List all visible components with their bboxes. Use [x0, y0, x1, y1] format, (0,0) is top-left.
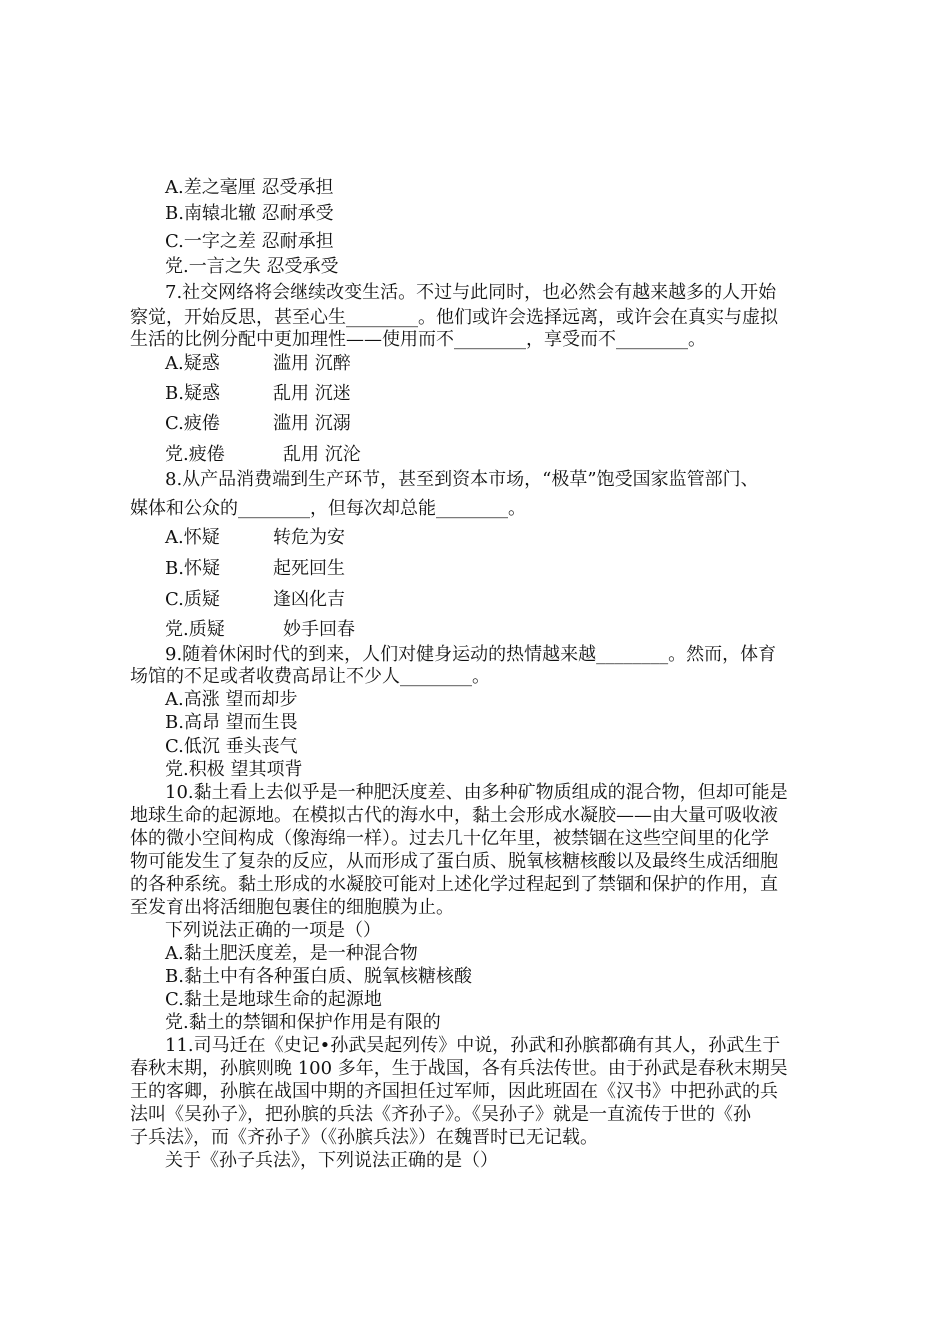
q10-option-b: B.黏土中有各种蛋白质、脱氧核糖核酸	[165, 966, 472, 987]
q11-question: 关于《孙子兵法》，下列说法正确的是（）	[165, 1150, 498, 1171]
q10-passage-line-6: 至发育出将活细胞包裹住的细胞膜为止。	[130, 897, 454, 918]
q11-passage-line-4: 法叫《吴孙子》，把孙膑的兵法《齐孙子》。《吴孙子》就是一直流传于世的《孙	[130, 1104, 751, 1125]
q8-stem-line-2: 媒体和公众的________，但每次却总能________。	[130, 498, 526, 519]
q10-passage-line-3: 体的微小空间构成（像海绵一样）。过去几十亿年里，被禁锢在这些空间里的化学	[130, 828, 769, 849]
q7-stem-line-3: 生活的比例分配中更加理性——使用而不________，享受而不________。	[130, 329, 706, 350]
q10-passage-line-5: 的各种系统。黏土形成的水凝胶可能对上述化学过程起到了禁锢和保护的作用，直	[130, 874, 778, 895]
q9-option-b: B.高昂 望而生畏	[165, 712, 298, 733]
q9-option-a: A.高涨 望而却步	[165, 689, 298, 710]
q9-stem-line-2: 场馆的不足或者收费高昂让不少人________。	[130, 666, 490, 687]
q8-option-d-words: 妙手回春	[283, 619, 355, 640]
q10-passage-line-2: 地球生命的起源地。在模拟古代的海水中，黏土会形成水凝胶——由大量可吸收液	[130, 805, 778, 826]
q7-option-a	[165, 352, 351, 376]
q9-stem-line-1: 9.随着休闲时代的到来，人们对健身运动的热情越来越________。然而，体育	[165, 644, 777, 665]
q7-option-a-words: 滥用 沉醉	[273, 353, 351, 374]
q8-option-b-label: B.怀疑	[165, 558, 220, 579]
q8-option-a-label: A.怀疑	[165, 527, 220, 548]
q6-option-a: A.差之毫厘 忍受承担	[165, 177, 334, 198]
q7-option-d	[165, 443, 361, 467]
q10-option-a: A.黏土肥沃度差，是一种混合物	[165, 943, 418, 964]
q6-option-b: B.南辕北辙 忍耐承受	[165, 203, 334, 224]
q8-option-d-label: 党.质疑	[165, 619, 225, 640]
q7-option-c-label: C.疲倦	[165, 413, 220, 434]
q11-passage-line-5: 子兵法》，而《齐孙子》（《孙膑兵法》）在魏晋时已无记载。	[130, 1127, 598, 1148]
q7-option-d-words: 乱用 沉沦	[283, 444, 361, 465]
q8-option-a	[165, 526, 345, 550]
q7-stem-line-1: 7.社交网络将会继续改变生活。不过与此同时，也必然会有越来越多的人开始	[165, 282, 777, 303]
q6-option-d: 党.一言之失 忍受承受	[165, 256, 339, 277]
q7-option-b	[165, 382, 351, 406]
q7-option-a-label: A.疑惑	[165, 353, 220, 374]
q8-option-c	[165, 588, 345, 612]
q10-passage-line-1: 10.黏土看上去似乎是一种肥沃度差、由多种矿物质组成的混合物，但却可能是	[165, 782, 788, 803]
q6-option-c: C.一字之差 忍耐承担	[165, 231, 334, 252]
q7-option-c	[165, 412, 351, 436]
q11-passage-line-1: 11.司马迁在《史记•孙武吴起列传》中说，孙武和孙膑都确有其人，孙武生于	[165, 1035, 781, 1056]
q8-option-b	[165, 557, 345, 581]
q10-question: 下列说法正确的一项是（）	[165, 920, 381, 941]
q10-option-c: C.黏土是地球生命的起源地	[165, 989, 382, 1010]
q7-option-b-words: 乱用 沉迷	[273, 383, 351, 404]
q8-option-c-label: C.质疑	[165, 589, 220, 610]
q7-option-c-words: 滥用 沉溺	[273, 413, 351, 434]
q9-option-d: 党.积极 望其项背	[165, 759, 303, 780]
q10-passage-line-4: 物可能发生了复杂的反应，从而形成了蛋白质、脱氧核糖核酸以及最终生成活细胞	[130, 851, 778, 872]
q8-option-c-words: 逢凶化吉	[273, 589, 345, 610]
q8-option-d	[165, 618, 355, 642]
q8-stem-line-1: 8.从产品消费端到生产环节，甚至到资本市场，“极草”饱受国家监管部门、	[165, 469, 759, 490]
q7-option-d-label: 党.疲倦	[165, 444, 225, 465]
q7-option-b-label: B.疑惑	[165, 383, 220, 404]
q8-option-b-words: 起死回生	[273, 558, 345, 579]
q11-passage-line-2: 春秋末期，孙膑则晚 100 多年，生于战国，各有兵法传世。由于孙武是春秋末期吴	[130, 1058, 788, 1079]
q8-option-a-words: 转危为安	[273, 527, 345, 548]
q7-stem-line-2: 察觉，开始反思，甚至心生________。他们或许会选择远离，或许会在真实与虚拟	[130, 307, 778, 328]
q10-option-d: 党.黏土的禁锢和保护作用是有限的	[165, 1012, 441, 1033]
q9-option-c: C.低沉 垂头丧气	[165, 736, 298, 757]
q11-passage-line-3: 王的客卿，孙膑在战国中期的齐国担任过军师，因此班固在《汉书》中把孙武的兵	[130, 1081, 778, 1102]
